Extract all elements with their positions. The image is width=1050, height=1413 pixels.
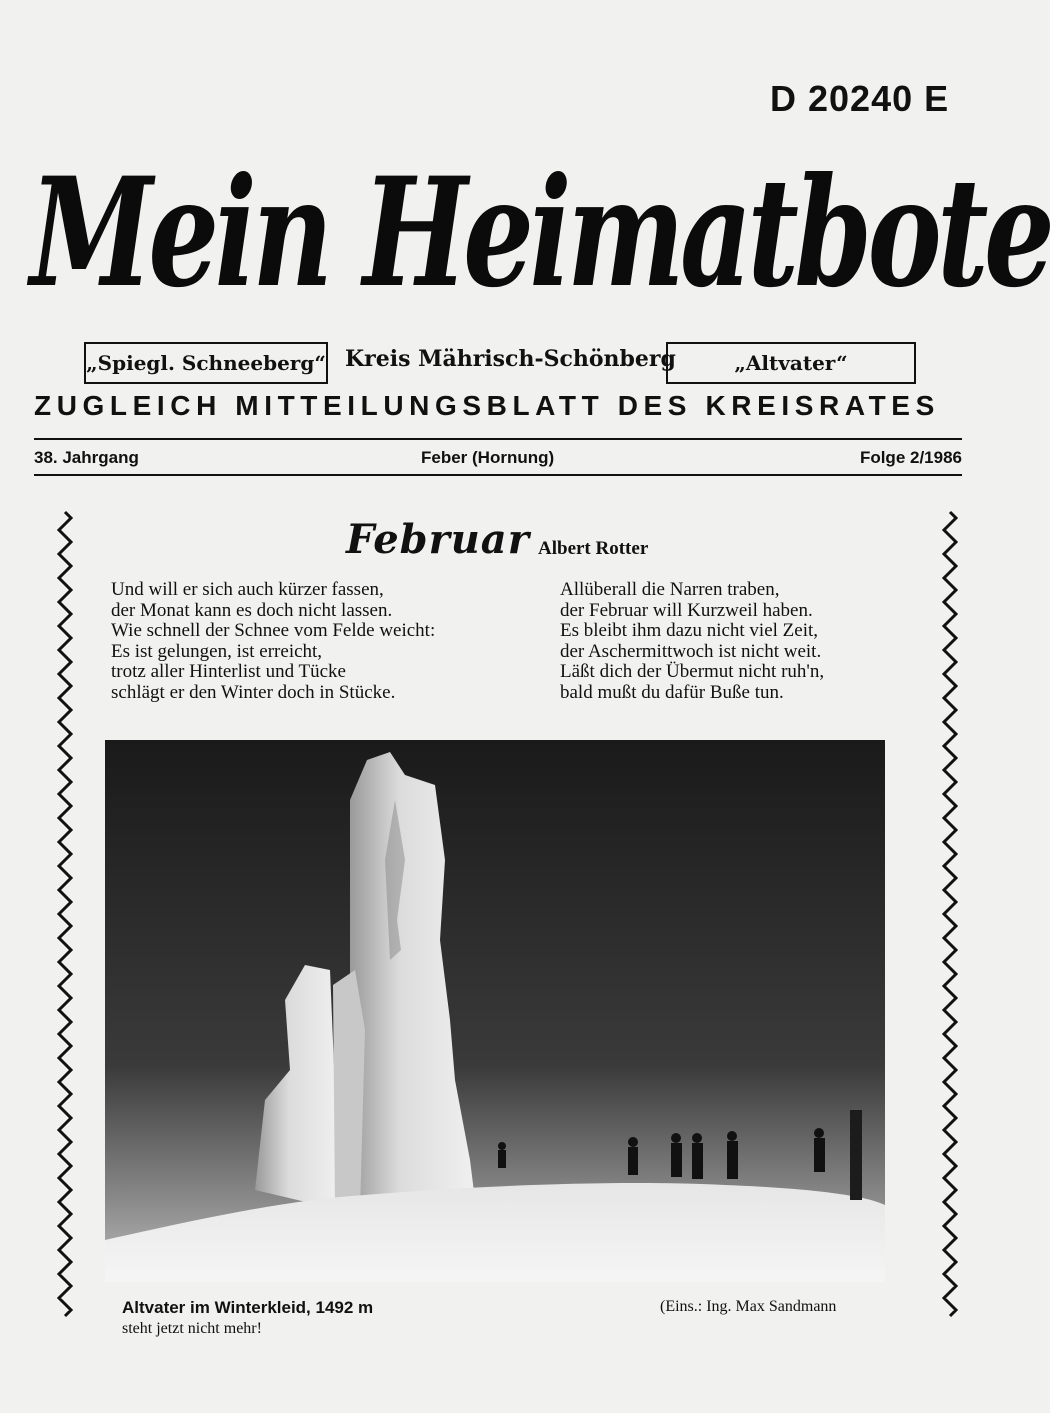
region-box-right <box>666 342 916 384</box>
poem-author: Albert Rotter <box>538 538 649 559</box>
photo-altvater-tower <box>105 740 885 1282</box>
issue-volume: 38. Jahrgang <box>34 448 139 467</box>
region-box-right-label: „Altvater“ <box>734 351 848 375</box>
poem-line: Es ist gelungen, ist erreicht, <box>111 640 323 662</box>
issue-month: Feber (Hornung) <box>421 448 555 467</box>
poem-line: Und will er sich auch kürzer fassen, <box>111 579 384 600</box>
poem-line: Läßt dich der Übermut nicht ruh'n, <box>560 661 825 682</box>
postal-code: D 20240 E <box>770 78 950 119</box>
poem-stanza-right <box>560 580 824 703</box>
region-box-left <box>84 342 328 384</box>
issue-info-bar <box>34 445 962 471</box>
wavy-border-left <box>58 512 72 1312</box>
poem-line: der Monat kann es doch nicht lassen. <box>111 599 393 621</box>
photo-caption-title: Altvater im Winterkleid, 1492 m <box>122 1298 374 1317</box>
poem-line: Wie schnell der Schnee vom Felde weicht: <box>111 620 436 641</box>
subtitle: ZUGLEICH MITTEILUNGSBLATT DES KREISRATES <box>34 390 940 421</box>
poem-line: trotz aller Hinterlist und Tücke <box>111 661 346 682</box>
poem-line: der Februar will Kurzweil haben. <box>560 599 813 621</box>
poem-line: schlägt er den Winter doch in Stücke. <box>111 681 396 703</box>
photo-caption-subtitle: steht jetzt nicht mehr! <box>122 1320 262 1337</box>
region-box-left-label: „Spiegl. Schneeberg“ <box>86 351 326 375</box>
masthead-title: Mein Heimatbote <box>30 145 1050 321</box>
poem-title: Februar <box>346 516 530 563</box>
divider-bottom <box>34 474 962 476</box>
photo-credit: (Eins.: Ing. Max Sandmann <box>660 1298 837 1315</box>
wooden-pole <box>850 1110 862 1200</box>
poem-line: Es bleibt ihm dazu nicht viel Zeit, <box>560 620 819 641</box>
poem-stanza-left <box>111 580 435 703</box>
poem-line: der Aschermittwoch ist nicht weit. <box>560 640 822 662</box>
poem-line: bald mußt du dafür Buße tun. <box>560 681 784 703</box>
region-label: Kreis Mährisch-Schönberg <box>345 346 676 372</box>
wavy-border-right <box>943 512 957 1312</box>
poem-line: Allüberall die Narren traben, <box>560 579 780 600</box>
divider-top <box>34 438 962 440</box>
issue-number: Folge 2/1986 <box>859 448 962 467</box>
